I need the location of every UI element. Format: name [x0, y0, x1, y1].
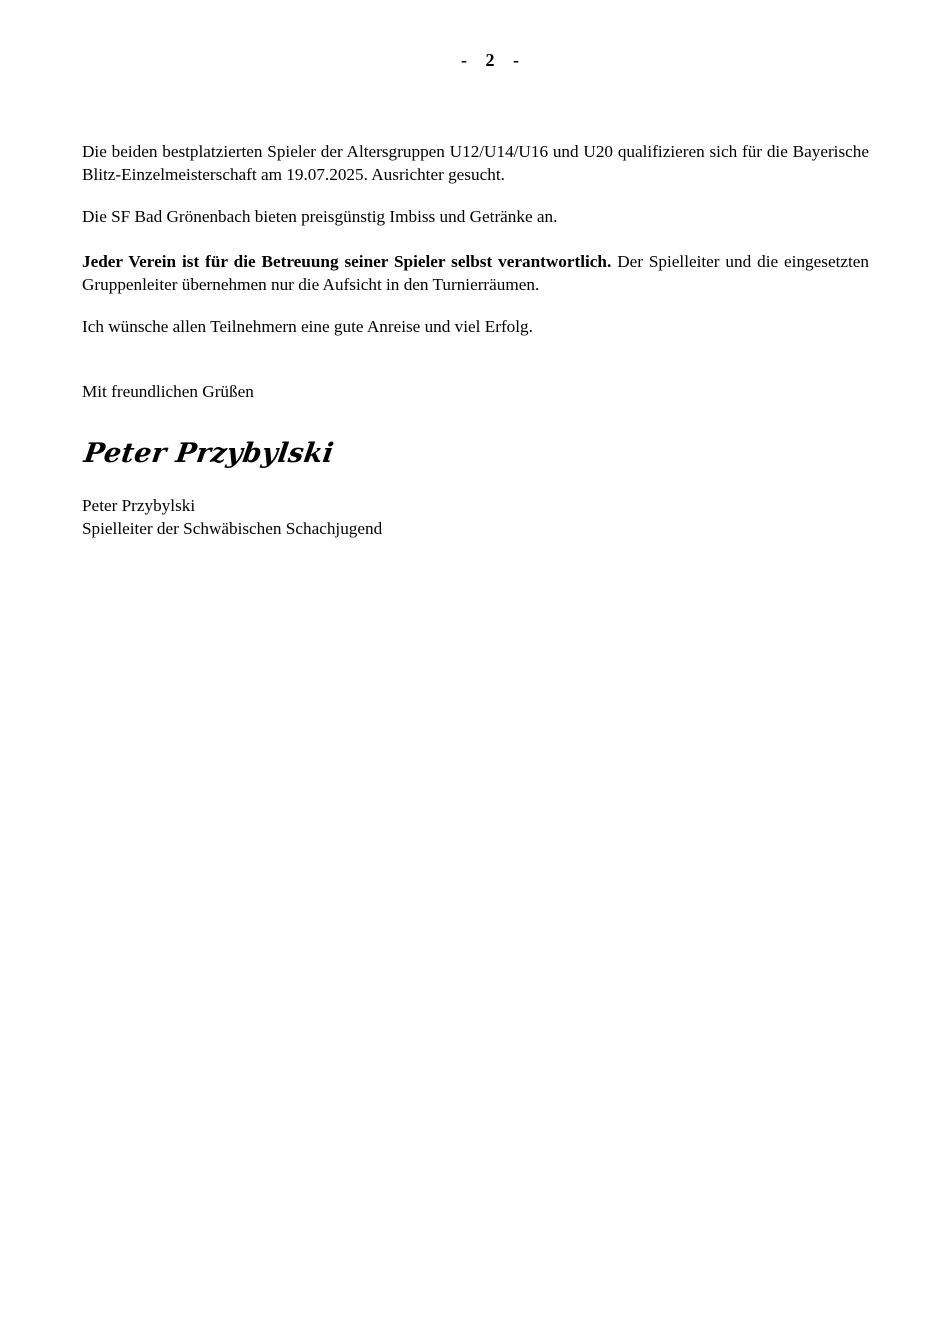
responsibility-bold-text: Jeder Verein ist für die Betreuung seiner Spieler selbst verantwortlich.: [82, 252, 612, 271]
responsibility-paragraph: [82, 250, 869, 296]
handwritten-signature: Peter Przybylski: [82, 438, 336, 469]
signer-name: Peter Przybylski: [82, 496, 196, 515]
qualification-paragraph: Die beiden bestplatzierten Spieler der Altersgruppen U12/U14/U16 und U20 qualifizieren sich für die Bayerische Blitz-Einzelmeisterschaft am 19.07.2025. Ausrichter gesucht.: [82, 142, 869, 184]
responsibility-text: Der Spielleiter und die eingesetzten Gruppenleiter übernehmen nur die Aufsicht in den Turnierräumen.: [82, 252, 869, 294]
signer-block: [82, 494, 382, 540]
signer-title: Spielleiter der Schwäbischen Schachjugend: [82, 519, 383, 538]
wishes-paragraph: Ich wünsche allen Teilnehmern eine gute Anreise und viel Erfolg.: [82, 317, 533, 336]
page-number: - 2 -: [461, 50, 519, 70]
catering-paragraph: Die SF Bad Grönenbach bieten preisgünstig Imbiss und Getränke an.: [82, 207, 558, 226]
closing-salutation: Mit freundlichen Grüßen: [82, 382, 254, 401]
